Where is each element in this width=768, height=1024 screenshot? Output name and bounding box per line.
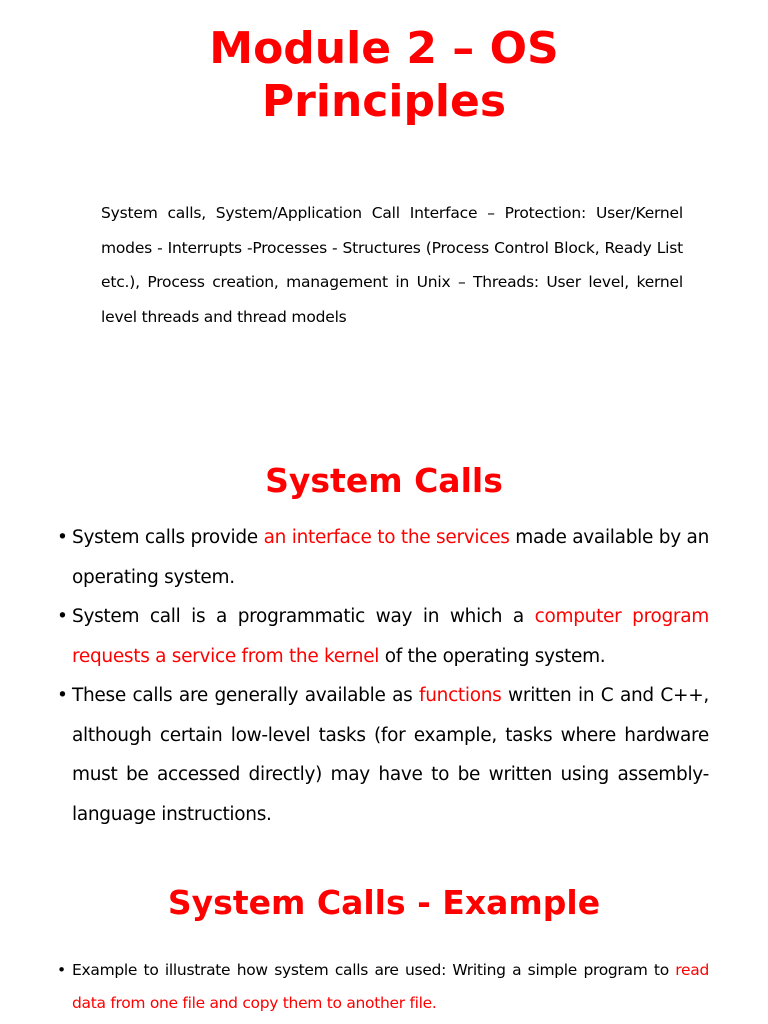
bullet-text: made available by an operating system. <box>72 527 709 588</box>
module-title-line-2: Principles <box>261 76 507 127</box>
bullet-highlight: an interface to the services <box>263 527 510 548</box>
bullet-text: System call is a programmatic way in which a <box>72 606 535 627</box>
bullet-highlight: read data from one file and copy them to another file. <box>72 961 709 1012</box>
module-summary: System calls, System/Application Call Interface – Protection: User/Kernel modes - Interrupts -Processes - Structures (Process Control Block, Ready List etc.), Process creation, management in Unix – Threads: User level, kernel level threads and thread models <box>101 204 683 326</box>
module-title-line-1: Module 2 – OS <box>209 23 559 74</box>
bullet-text: System calls provide <box>72 527 264 548</box>
system-calls-heading: System Calls <box>265 461 503 500</box>
bullet-item <box>0 954 709 1020</box>
bullet-icon: • <box>57 961 66 979</box>
system-calls-bullet-list <box>0 518 709 834</box>
bullet-text: written in C and C++, although certain low-level tasks (for example, tasks where hardware must be accessed directly) may have to be written using assembly-language instructions. <box>72 685 709 825</box>
bullet-text: Example to illustrate how system calls are used: Writing a simple program to <box>72 961 676 979</box>
bullet-text: These calls are generally available as <box>72 685 419 706</box>
module-title <box>0 22 768 128</box>
bullet-icon: • <box>57 527 68 548</box>
bullet-icon: • <box>57 606 68 627</box>
bullet-item <box>0 676 709 834</box>
bullet-item <box>0 597 709 676</box>
bullet-highlight: functions <box>419 685 502 706</box>
bullet-icon: • <box>57 685 68 706</box>
bullet-item <box>0 518 709 597</box>
bullet-text: of the operating system. <box>379 645 606 667</box>
example-heading: System Calls - Example <box>167 883 601 922</box>
bullet-highlight: computer program requests a service from the kernel <box>72 606 709 667</box>
example-bullet-list <box>0 954 709 1020</box>
